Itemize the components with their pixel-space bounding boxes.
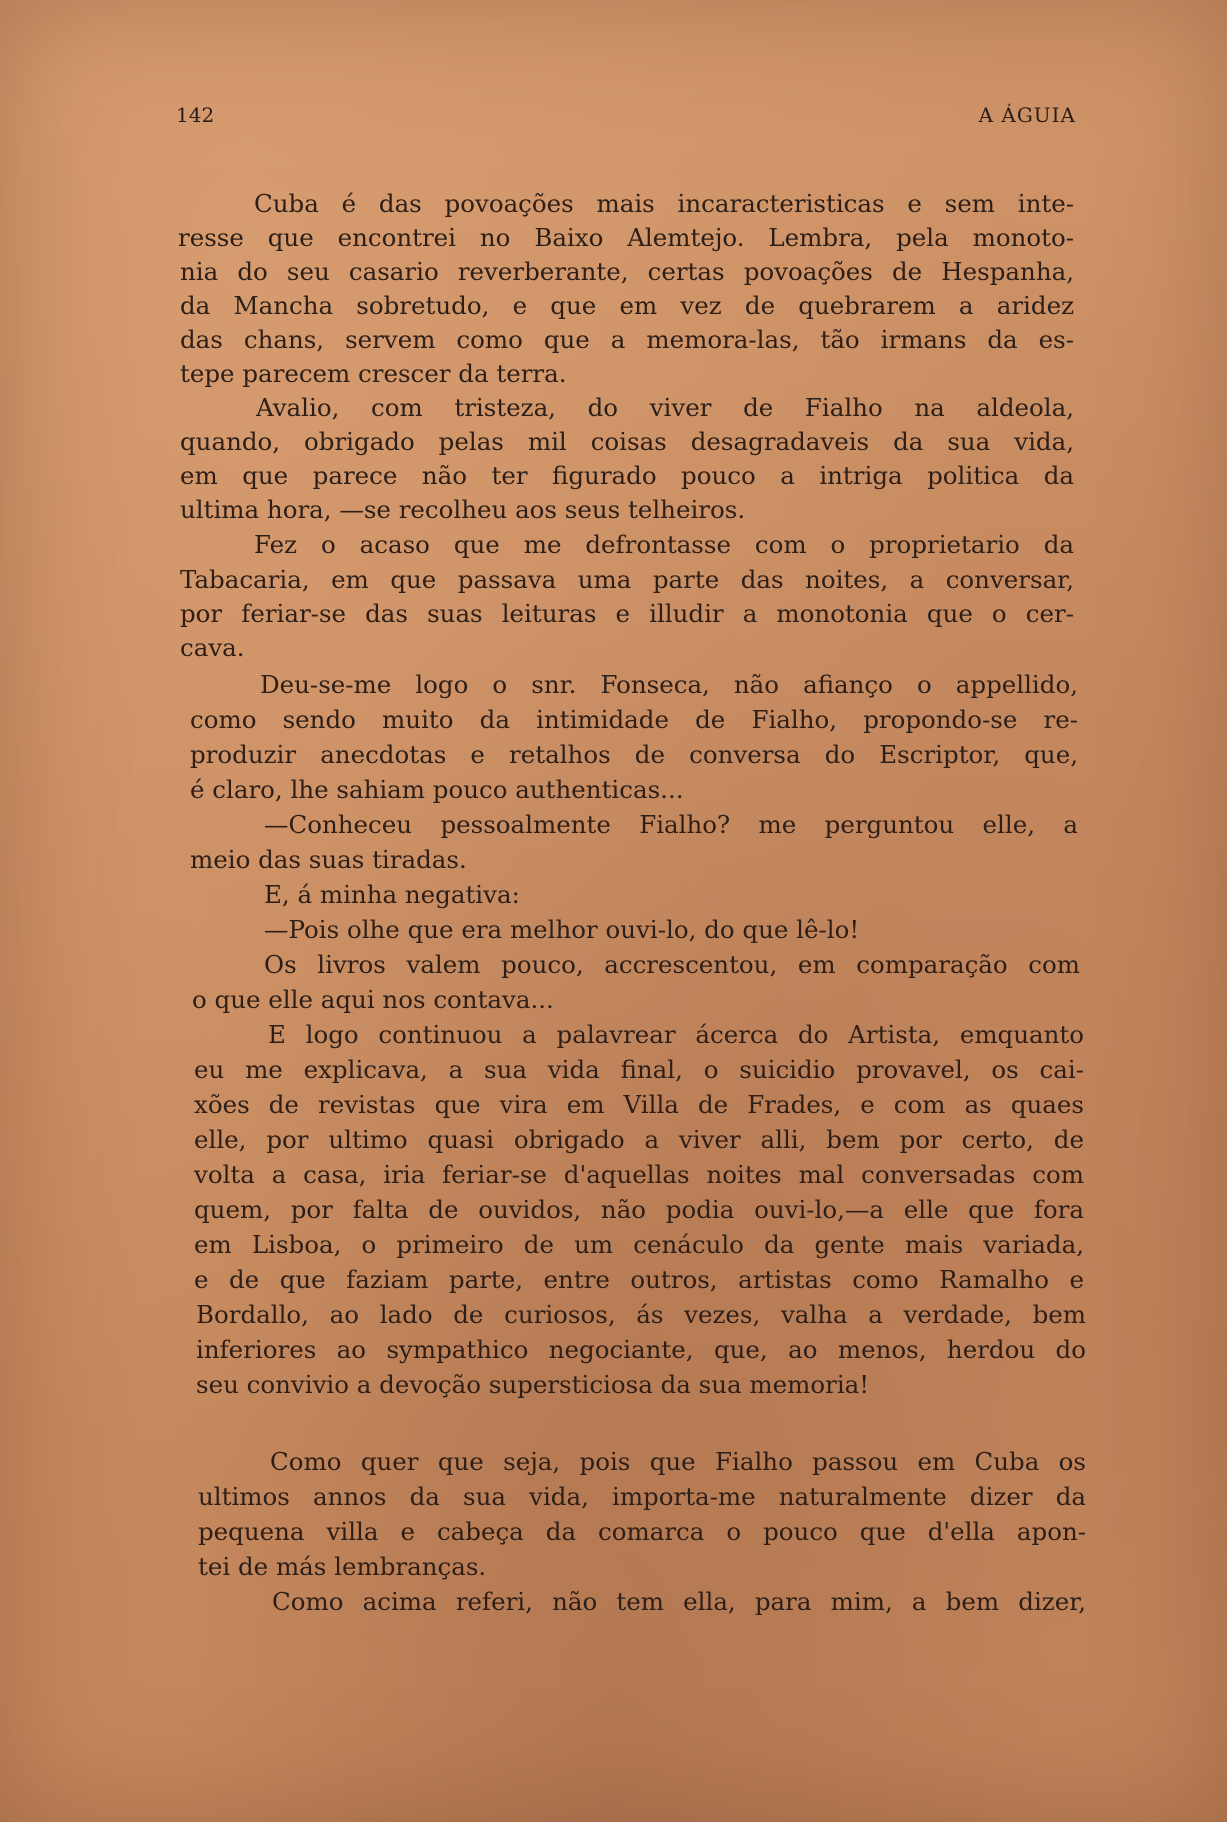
text-line: xões de revistas que vira em Villa de Frades, e com as quaes [194,1090,1084,1119]
text-line: tei de más lembranças. [198,1552,487,1581]
text-line: seu convivio a devoção supersticiosa da sua memoria! [196,1370,870,1399]
text-line: da Mancha sobretudo, e que em vez de quebrarem a aridez [180,291,1074,320]
text-line: Os livros valem pouco, accrescentou, em comparação com [264,950,1080,979]
text-line: volta a casa, iria feriar-se d'aquellas noites mal conversadas com [194,1160,1084,1189]
text-line: tepe parecem crescer da terra. [180,359,567,388]
text-line: E logo continuou a palavrear ácerca do Artista, emquanto [268,1020,1084,1049]
text-line: o que elle aqui nos contava... [192,985,554,1014]
text-line: e de que faziam parte, entre outros, artistas como Ramalho e [194,1265,1084,1294]
text-line: —Conheceu pessoalmente Fialho? me perguntou elle, a [264,810,1078,839]
running-head: A ÁGUIA [978,103,1076,127]
text-line: resse que encontrei no Baixo Alemtejo. Lembra, pela monoto- [178,223,1074,252]
text-line: —Pois olhe que era melhor ouvi-lo, do que lê-lo! [264,915,860,944]
text-line: por feriar-se das suas leituras e illudir a monotonia que o cer- [180,599,1074,628]
text-line: quando, obrigado pelas mil coisas desagradaveis da sua vida, [180,427,1074,456]
text-line: das chans, servem como que a memora-las, tão irmans da es- [180,325,1074,354]
text-line: Fez o acaso que me defrontasse com o proprietario da [254,530,1074,559]
text-line: produzir anecdotas e retalhos de conversa do Escriptor, que, [190,740,1078,769]
text-line: Tabacaria, em que passava uma parte das noites, a conversar, [180,565,1074,594]
text-line: em Lisboa, o primeiro de um cenáculo da gente mais variada, [194,1230,1084,1259]
text-line: é claro, lhe sahiam pouco authenticas... [190,775,684,804]
text-line: Deu-se-me logo o snr. Fonseca, não afianço o appellido, [260,670,1078,699]
text-line: Como quer que seja, pois que Fialho passou em Cuba os [270,1447,1086,1476]
text-line: cava. [180,633,245,662]
text-line: meio das suas tiradas. [190,845,467,874]
text-line: nia do seu casario reverberante, certas povoações de Hespanha, [180,257,1074,286]
text-line: como sendo muito da intimidade de Fialho, propondo-se re- [190,705,1078,734]
page-number: 142 [176,103,215,127]
text-line: E, á minha negativa: [264,880,520,909]
text-line: quem, por falta de ouvidos, não podia ouvi-lo,—a elle que fora [194,1195,1084,1224]
text-line: Bordallo, ao lado de curiosos, ás vezes, valha a verdade, bem [196,1300,1086,1329]
text-line: Como acima referi, não tem ella, para mim, a bem dizer, [272,1587,1086,1616]
text-line: pequena villa e cabeça da comarca o pouco que d'ella apon- [198,1517,1086,1546]
text-line: Cuba é das povoações mais incaracteristicas e sem inte- [254,189,1074,218]
text-line: ultima hora, —se recolheu aos seus telheiros. [180,495,746,524]
text-line: inferiores ao sympathico negociante, que, ao menos, herdou do [196,1335,1086,1364]
text-line: elle, por ultimo quasi obrigado a viver alli, bem por certo, de [194,1125,1084,1154]
text-line: ultimos annos da sua vida, importa-me naturalmente dizer da [198,1482,1086,1511]
text-line: Avalio, com tristeza, do viver de Fialho na aldeola, [256,393,1074,422]
text-line: eu me explicava, a sua vida final, o suicidio provavel, os cai- [194,1055,1084,1084]
page-header [176,103,1076,137]
text-line: em que parece não ter figurado pouco a intriga politica da [180,461,1074,490]
